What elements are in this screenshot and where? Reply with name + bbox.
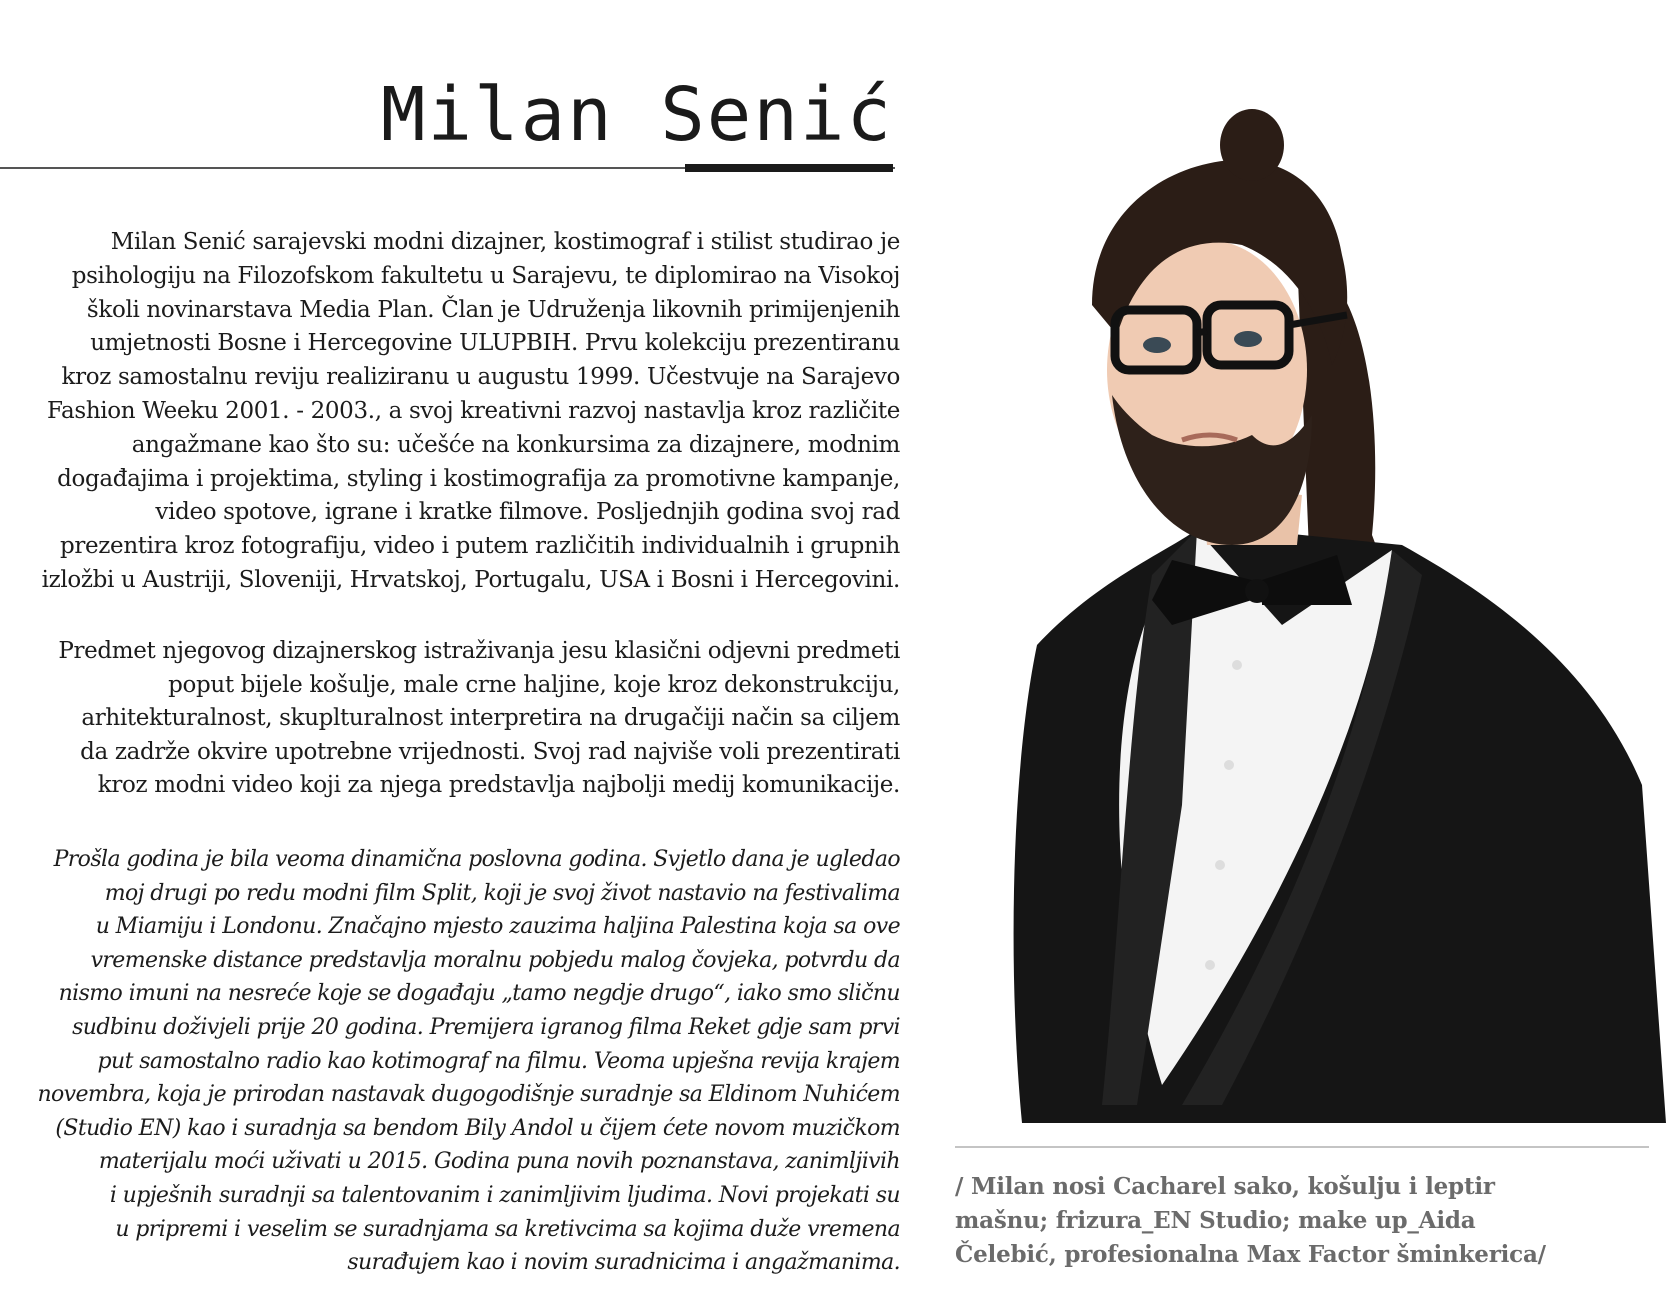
text-line: arhitekturalnost, skuplturalnost interpretira na drugačiji način sa ciljem [81,705,900,732]
bio-paragraph-1 [10,226,900,598]
text-line: u pripremi i veselim se suradnjama sa kretivcima sa kojima duže vremena [115,1216,900,1242]
bio-paragraph-2 [10,635,900,803]
portrait-glasses-bridge [1197,331,1207,333]
portrait-shirt-button [1205,960,1215,970]
page-title: Milan Senić [380,71,893,158]
text-line: angažmane kao što su: učešće na konkursima za dizajnere, modnim [131,431,900,458]
portrait-bowtie-knot [1245,579,1269,603]
title-accent-bar [685,164,893,172]
text-line: školi novinarstava Media Plan. Član je Udruženja likovnih primijenjenih [86,296,900,323]
text-line: video spotove, igrane i kratke filmove. Posljednjih godina svoj rad [155,499,900,526]
caption-line: Čelebić, profesionalna Max Factor šminkerica/ [955,1241,1546,1268]
text-line: Prošla godina je bila veoma dinamična poslovna godina. Svjetlo dana je ugledao [53,847,900,872]
text-line: kroz samostalnu reviju realiziranu u augustu 1999. Učestvuje na Sarajevo [61,364,900,391]
caption-divider [955,1146,1649,1148]
text-line: psihologiju na Filozofskom fakultetu u Sarajevu, te diplomirao na Visokoj [71,262,900,289]
text-line: umjetnosti Bosne i Hercegovine ULUPBIH. Prvu kolekciju prezentiranu [90,330,900,357]
text-line: poput bijele košulje, male crne haljine, koje kroz dekonstrukciju, [168,671,900,698]
text-line: događajima i projektima, styling i kostimografija za promotivne kampanje, [57,465,900,492]
text-line: prezentira kroz fotografiju, video i putem različitih individualnih i grupnih [60,533,900,560]
photo-caption [955,1170,1655,1272]
text-line: Fashion Weeku 2001. - 2003., a svoj kreativni razvoj nastavlja kroz različite [46,397,900,424]
text-line: materijalu moći uživati u 2015. Godina puna novih poznanstava, zanimljivih [98,1149,900,1175]
text-line: moj drugi po redu modni film Split, koji je svoj život nastavio na festivalima [104,880,900,906]
portrait-shirt-button [1232,660,1242,670]
portrait-topknot [1220,109,1284,181]
portrait-eye-left [1143,337,1171,353]
text-line: novembra, koja je prirodan nastavak dugogodišnje suradnje sa Eldinom Nuhićem [37,1082,900,1108]
text-line: u Miamiju i Londonu. Značajno mjesto zauzima haljina Palestina koja sa ove [95,914,900,940]
portrait-photo [952,105,1666,1123]
text-line: izložbi u Austriji, Sloveniji, Hrvatskoj, Portugalu, USA i Bosni i Hercegovini. [41,566,900,593]
text-line: nismo imuni na nesreće koje se događaju „tamo negdje drugo“, iako smo sličnu [58,981,900,1007]
text-line: vremenske distance predstavlja moralnu pobjedu malog čovjeka, potvrdu da [90,947,900,973]
text-line: put samostalno radio kao kotimograf na filmu. Veoma upješna revija krajem [97,1048,900,1074]
portrait-shirt-button [1215,860,1225,870]
portrait-shirt-button [1224,760,1234,770]
portrait-eye-right [1234,331,1262,347]
text-line: (Studio EN) kao i suradnja sa bendom Bily Andol u čijem ćete novom muzičkom [55,1115,900,1141]
text-line: da zadrže okvire upotrebne vrijednosti. Svoj rad najviše voli prezentirati [80,738,900,765]
quote-paragraph [10,843,900,1280]
text-line: kroz modni video koji za njega predstavlja najbolji medij komunikacije. [97,772,900,799]
text-line: Milan Senić sarajevski modni dizajner, kostimograf i stilist studirao je [110,229,900,255]
caption-line: / Milan nosi Cacharel sako, košulju i leptir [955,1173,1495,1200]
text-line: sudbinu doživjeli prije 20 godina. Premijera igranog filma Reket gdje sam prvi [72,1014,900,1040]
caption-line: mašnu; frizura_EN Studio; make up_Aida [955,1207,1476,1234]
text-line: surađujem kao i novim suradnicima i angažmanima. [347,1250,900,1276]
text-line: Predmet njegovog dizajnerskog istraživanja jesu klasični odjevni predmeti [58,638,900,664]
text-line: i upješnih suradnji sa talentovanim i zanimljivim ljudima. Novi projekati su [109,1182,900,1208]
